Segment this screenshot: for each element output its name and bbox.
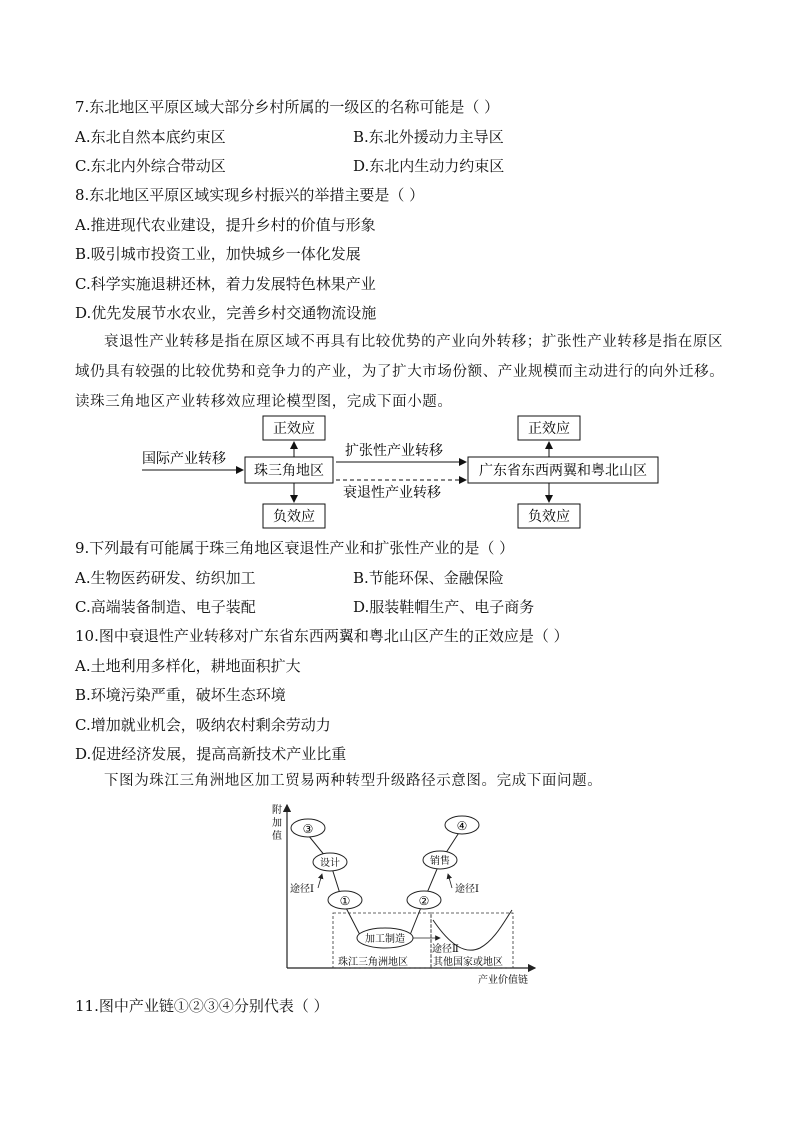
q8-option-c: C.科学实施退耕还林，着力发展特色林果产业	[75, 275, 376, 293]
q7-option-c: C.东北内外综合带动区	[75, 157, 226, 175]
label-path1-right: 途径Ⅰ	[455, 884, 479, 895]
label-guangdong-regions: 广东省东西两翼和粤北山区	[479, 463, 647, 479]
q10-option-b: B.环境污染严重，破坏生态环境	[75, 686, 286, 704]
label-negative-effect-right: 负效应	[528, 509, 570, 525]
node-design-label: 设计	[320, 858, 340, 869]
label-expansion-transfer: 扩张性产业转移	[345, 443, 443, 459]
q9-option-b: B.节能环保、金融保险	[353, 569, 504, 587]
label-region-other: 其他国家或地区	[433, 957, 503, 968]
label-international-transfer: 国际产业转移	[142, 451, 226, 467]
q7-option-d: D.东北内生动力约束区	[353, 157, 505, 175]
question-9-stem: 9.下列最有可能属于珠三角地区衰退性产业和扩张性产业的是（ ）	[75, 539, 515, 557]
node-2-label: ②	[418, 894, 430, 908]
arrow-path1-right	[448, 874, 452, 888]
label-region-prd: 珠江三角洲地区	[338, 957, 408, 968]
q9-option-d: D.服装鞋帽生产、电子商务	[353, 598, 535, 616]
y-axis-label-2: 加	[272, 818, 282, 829]
label-prd: 珠三角地区	[254, 463, 324, 479]
path-curve-left	[308, 835, 360, 935]
node-sales-label: 销售	[430, 856, 450, 867]
q9-option-c: C.高端装备制造、电子装配	[75, 598, 256, 616]
y-axis-label-1: 附	[272, 805, 282, 816]
y-axis-label-3: 值	[272, 831, 282, 842]
label-path2: 途径Ⅱ	[432, 944, 459, 955]
q7-option-b: B.东北外援动力主导区	[353, 128, 504, 146]
passage-upgrade-paths: 下图为珠江三角洲地区加工贸易两种转型升级路径示意图。完成下面问题。	[104, 773, 603, 789]
upgrade-path-diagram	[0, 800, 800, 990]
question-11-stem: 11.图中产业链①②③④分别代表（ ）	[75, 997, 329, 1015]
q10-option-c: C.增加就业机会，吸纳农村剩余劳动力	[75, 716, 331, 734]
node-3-label: ③	[302, 822, 314, 836]
q9-option-a: A.生物医药研发、纺织加工	[75, 569, 256, 587]
label-negative-effect-left: 负效应	[273, 509, 315, 525]
q10-option-d: D.促进经济发展，提高高新技术产业比重	[75, 745, 347, 763]
arrow-path1-left	[318, 874, 322, 888]
node-4-label: ④	[456, 819, 468, 833]
node-1-label: ①	[339, 894, 351, 908]
label-path1-left: 途径Ⅰ	[290, 884, 314, 895]
q8-option-b: B.吸引城市投资工业，加快城乡一体化发展	[75, 245, 361, 263]
label-positive-effect-right: 正效应	[528, 421, 570, 437]
question-8-stem: 8.东北地区平原区域实现乡村振兴的举措主要是（ ）	[75, 186, 425, 204]
q7-option-a: A.东北自然本底约束区	[75, 128, 226, 146]
q8-option-d: D.优先发展节水农业，完善乡村交通物流设施	[75, 304, 377, 322]
industry-transfer-effect-diagram	[0, 410, 800, 535]
label-positive-effect-left: 正效应	[273, 421, 315, 437]
path-curve-right	[410, 828, 462, 935]
q10-option-a: A.土地利用多样化，耕地面积扩大	[75, 657, 301, 675]
q8-option-a: A.推进现代农业建设，提升乡村的价值与形象	[75, 216, 376, 234]
question-7-stem: 7.东北地区平原区域大部分乡村所属的一级区的名称可能是（ ）	[75, 98, 500, 116]
question-10-stem: 10.图中衰退性产业转移对广东省东西两翼和粤北山区产生的正效应是（ ）	[75, 627, 569, 645]
node-processing-label: 加工制造	[365, 934, 405, 945]
x-axis-label: 产业价值链	[478, 975, 528, 986]
passage-industry-transfer: 衰退性产业转移是指在原区域不再具有比较优势的产业向外转移；扩张性产业转移是指在原区域仍具有较强的比较优势和竞争力的产业，为了扩大市场份额、产业规模而主动进行的向外迁移。读珠三角地区产业转移效应理论模型图，完成下面小题。	[75, 334, 725, 410]
label-decline-transfer: 衰退性产业转移	[343, 485, 441, 501]
